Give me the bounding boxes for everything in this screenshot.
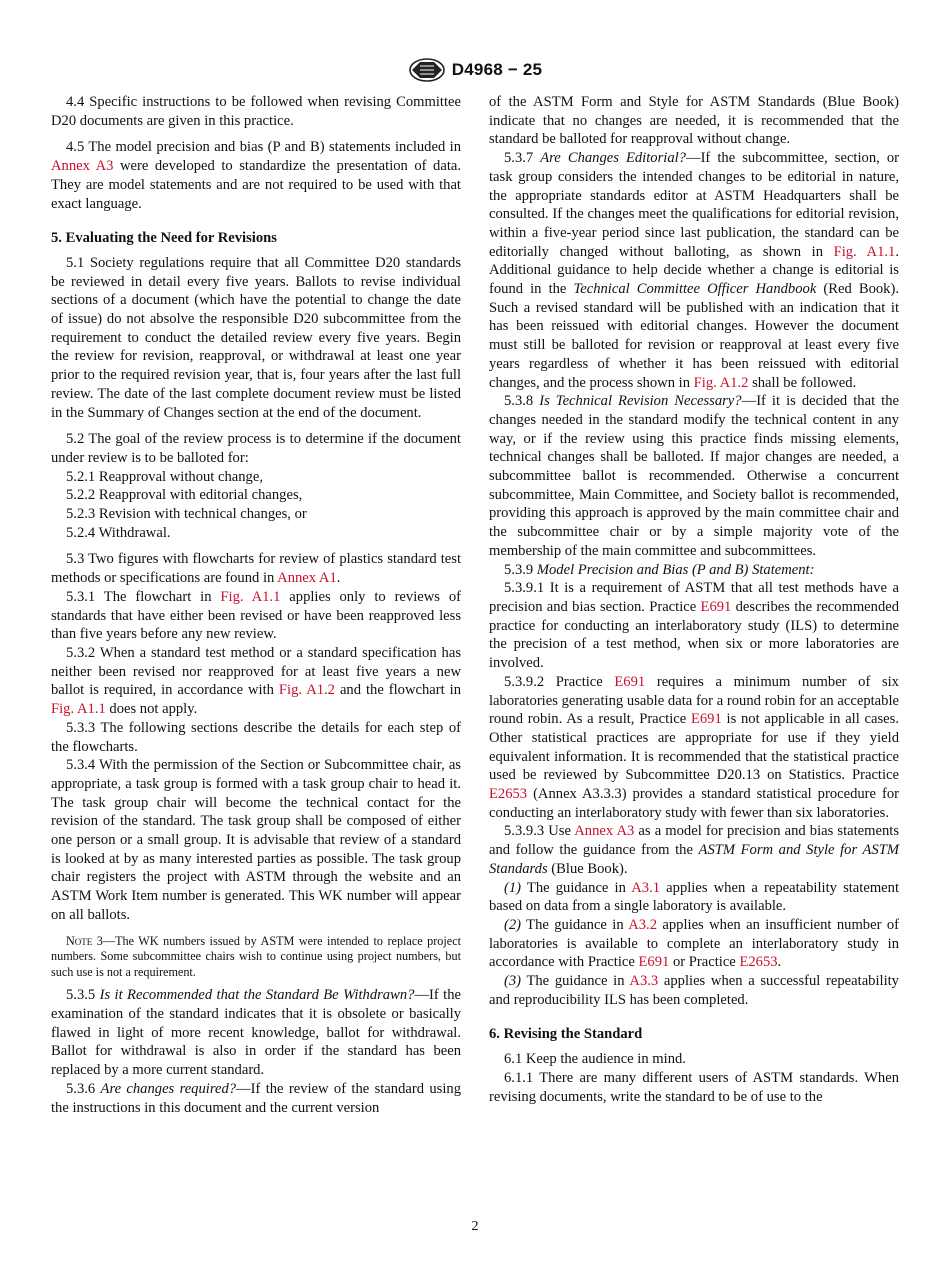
right-column — [489, 93, 899, 1106]
link-annex-a3[interactable]: Annex A3 — [574, 823, 635, 840]
page-number: 2 — [471, 1219, 479, 1234]
document-id: D4968 − 25 — [451, 60, 543, 79]
paragraph-5-3-9-1: 5.3.9.1 It is a requirement of ASTM that all test methods have a precision and bias section. Practice E691 describes the recommended practice for conducting an interlaboratory study (ILS) to determine the precision of a test method, when six or more laboratories are involved. — [489, 580, 900, 672]
paragraph-5-3: 5.3 Two figures with flowcharts for review of plastics standard test methods or specifications are found in Annex A1. — [51, 551, 461, 587]
astm-logo-icon — [408, 58, 446, 82]
section-heading-5: 5. Evaluating the Need for Revisions — [51, 230, 277, 247]
paragraph-5-3-2: 5.3.2 When a standard test method or a standard specification has neither been revised nor reapproved for at least five years a new ballot is required, in accordance with Fig. A1.2 and the flowchart in Fig. A1.1 does not apply. — [51, 644, 461, 718]
link-annex-a3[interactable]: Annex A3 — [51, 158, 114, 175]
link-annex-a1[interactable]: Annex A1 — [277, 570, 337, 587]
link-fig-a1-1[interactable]: Fig. A1.1 — [51, 701, 106, 718]
paragraph-5-3-7: 5.3.7 Are Changes Editorial?—If the subcommittee, section, or task group considers the intended changes to be editorial in nature, the appropriate standards editor at ASTM Headquarters shall be consulted. If the changes meet the qualifications for editorial revision, within a five-year period since last publication, the standard can be editorially changed without balloting, as shown in Fig. A1.1. Additional guidance to help decide whether a change is editorial is found in the Technical Committee Officer Handbook (Red Book). Such a revised standard will be published with an indication that it has been reissued with editorial changes. However the document must still be balloted for revision or reapproval at least every five years regardless of whether it has been reissued with editorial changes, and the process shown in Fig. A1.2 shall be followed. — [489, 150, 899, 391]
link-e2653[interactable]: E2653 — [489, 786, 528, 803]
paragraph-5-3-9-2: 5.3.9.2 Practice E691 requires a minimum number of six laboratories generating usable data for a round robin for an acceptable round robin. As a result, Practice E691 is not applicable in all cases. Other statistical practices are appropriate for use if they yield equivalent information. It is recommended that the statistical practice used be reviewed by Subcommittee D20.13 on Statistics. Practice E2653 (Annex A3.3.3) provides a standard statistical procedure for conducting an interlaboratory study with fewer than six laboratories. — [489, 673, 899, 821]
paragraph-5-3-5: 5.3.5 Is it Recommended that the Standard Be Withdrawn?—If the examination of the standard indicates that it is obsolete or basically flawed in light of more recent knowledge, ballot for withdrawal. Ballot for withdrawal is also in order if the standard has been replaced by a more current standard. — [51, 987, 461, 1079]
left-column — [51, 93, 461, 1117]
paragraph-5-3-3: 5.3.3 The following sections describe the details for each step of the flowcharts. — [51, 719, 461, 755]
link-e691[interactable]: E691 — [614, 673, 646, 690]
guidance-item-2: (2) The guidance in A3.2 applies when an insufficient number of laboratories is available to complete an interlaboratory study in accordance with Practice E691 or Practice E2653. — [489, 916, 899, 971]
link-fig-a1-1[interactable]: Fig. A1.1 — [833, 243, 896, 260]
list-item: 5.2.1 Reapproval without change, — [66, 468, 263, 485]
paragraph-5-3-9: 5.3.9 Model Precision and Bias (P and B) Statement: — [504, 561, 815, 578]
list-item: 5.2.3 Revision with technical changes, or — [66, 506, 307, 523]
paragraph-5-3-4: 5.3.4 With the permission of the Section or Subcommittee chair, as appropriate, a task group is formed with a task group chair to head it. The task group chair will become the technical contact for the revision of the standard. The task group shall be composed of either one person or a small group. It is advisable that review of a standard is looked at by as many interested parties as possible. The task group chair registers the project with ASTM through the website and an ASTM Work Item number is generated. This WK number will appear on all ballots. — [51, 757, 461, 923]
link-fig-a1-2[interactable]: Fig. A1.2 — [278, 682, 335, 699]
paragraph-5-3-6: 5.3.6 Are changes required?—If the review of the standard using the instructions in this document and the current version — [51, 1080, 461, 1116]
paragraph-6-1: 6.1 Keep the audience in mind. — [504, 1051, 686, 1068]
link-a3-1[interactable]: A3.1 — [631, 879, 661, 896]
paragraph-5-2: 5.2 The goal of the review process is to determine if the document under review is to be balloted for: — [51, 431, 461, 466]
link-e2653[interactable]: E2653 — [739, 954, 778, 971]
paragraph-5-1: 5.1 Society regulations require that all Committee D20 standards be reviewed in detail every five years. Ballots to revise individual sections of a document (which have the potential to change the date of issue) do not absolve the responsible D20 subcommittee from the requirement to conduct the detailed review every five years. Begin the review for revision, reapproval, or withdrawal at least one year prior to the required revision year, that is, four years after the last full review. The date of the last complete document review must be listed in the Summary of Changes section at the end of the document. — [51, 254, 461, 421]
paragraph-5-3-8: 5.3.8 Is Technical Revision Necessary?—If it is decided that the changes needed in the standard modify the technical content in any way, or if the review using this practice finds missing elements, technical changes shall be balloted. If major changes are needed, a subcommittee ballot is recommended. Otherwise a concurrent subcommittee, Main Committee, and Society ballot is recommended, providing this approach is approved by the main committee chair and the subcommittee chair or by a simple majority vote of the membership of the main committee and subcommittees. — [489, 393, 899, 559]
link-fig-a1-1[interactable]: Fig. A1.1 — [220, 588, 281, 605]
paragraph-6-1-1: 6.1.1 There are many different users of ASTM standards. When revising documents, write the standard to be of use to the — [489, 1069, 899, 1105]
page-header — [0, 58, 950, 82]
paragraph-5-3-1: 5.3.1 The flowchart in Fig. A1.1 applies only to reviews of standards that have either been revised or have been reapproved less than five years before any new review. — [51, 588, 461, 643]
paragraph-4-4: 4.4 Specific instructions to be followed when revising Committee D20 documents are given in this practice. — [51, 94, 461, 129]
note-3: Note 3—The WK numbers issued by ASTM were intended to replace project numbers. Some subcommittee chairs wish to continue using project numbers, but such use is not a requirement. — [51, 933, 461, 979]
link-fig-a1-2[interactable]: Fig. A1.2 — [693, 374, 749, 391]
list-item: 5.2.4 Withdrawal. — [66, 524, 171, 541]
link-e691[interactable]: E691 — [638, 954, 670, 971]
guidance-item-1: (1) The guidance in A3.1 applies when a repeatability statement based on data from a single laboratory is available. — [489, 879, 899, 915]
link-e691[interactable]: E691 — [690, 711, 722, 728]
paragraph-continued: of the ASTM Form and Style for ASTM Standards (Blue Book) indicate that no changes are needed, it is recommended that the standard be balloted for reapproval without change. — [489, 94, 899, 148]
link-a3-3[interactable]: A3.3 — [629, 973, 659, 990]
paragraph-5-3-9-3: 5.3.9.3 Use Annex A3 as a model for precision and bias statements and follow the guidance from the ASTM Form and Style for ASTM Standards (Blue Book). — [489, 823, 899, 877]
link-e691[interactable]: E691 — [700, 598, 732, 615]
guidance-item-3: (3) The guidance in A3.3 applies when a successful repeatability and reproducibility ILS has been completed. — [489, 973, 899, 1008]
link-a3-2[interactable]: A3.2 — [628, 916, 658, 933]
section-heading-6: 6. Revising the Standard — [489, 1026, 643, 1043]
paragraph-4-5: 4.5 The model precision and bias (P and B) statements included in Annex A3 were developed to standardize the presentation of data. They are model statements and are not required to be used with that exact language. — [51, 139, 462, 212]
list-item: 5.2.2 Reapproval with editorial changes, — [66, 487, 303, 504]
